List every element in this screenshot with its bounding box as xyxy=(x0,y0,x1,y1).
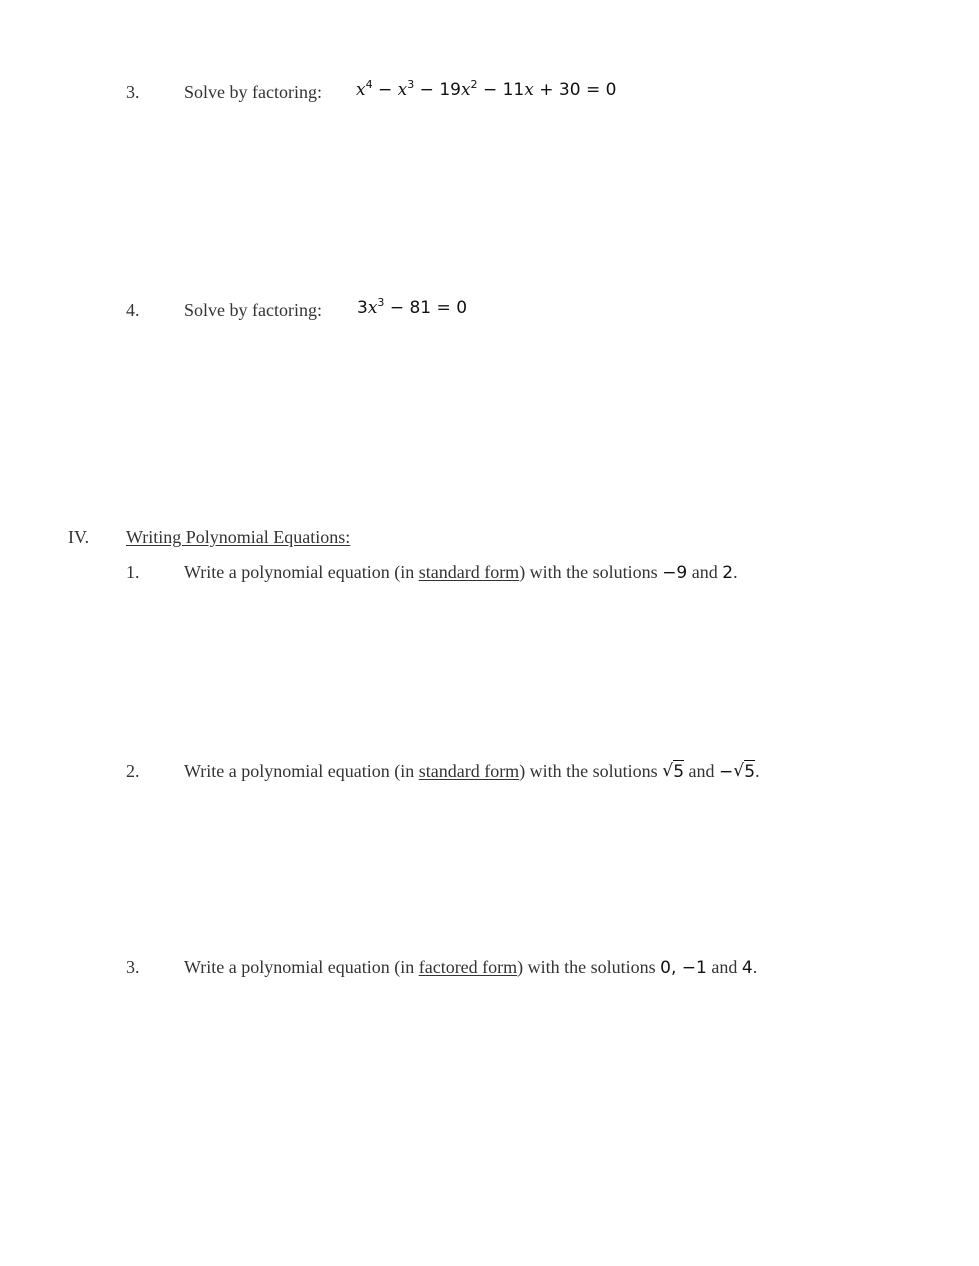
section4-problem-3-text: Write a polynomial equation (in factored form) with the solutions 0, −1 and 4. xyxy=(184,957,758,978)
problem-4-number: 4. xyxy=(126,300,140,320)
section4-problem-1-text: Write a polynomial equation (in standard form) with the solutions −9 and 2. xyxy=(184,562,738,583)
section-title: Writing Polynomial Equations: xyxy=(126,527,351,547)
problem-4-equation: $3x^3 - 81 = 0$ xyxy=(357,296,468,318)
sqrt-symbol: √ 5 xyxy=(733,764,755,781)
section-numeral: IV. xyxy=(68,527,90,547)
problem-3-number: 3. xyxy=(126,82,140,102)
section4-problem-2-number: 2. xyxy=(126,761,140,781)
section4-problem-3-number: 3. xyxy=(126,957,140,977)
sqrt-symbol: √ 5 xyxy=(662,764,684,781)
problem-3-equation: $x^4 - x^3 - 19x^2 - 11x + 30 = 0$ xyxy=(356,78,617,100)
section4-problem-2-text: Write a polynomial equation (in standard form) with the solutions √ 5 and −√ 5. xyxy=(184,762,760,781)
problem-4-prompt: Solve by factoring: xyxy=(184,300,322,320)
section4-problem-1-number: 1. xyxy=(126,562,140,582)
problem-3-prompt: Solve by factoring: xyxy=(184,82,322,102)
